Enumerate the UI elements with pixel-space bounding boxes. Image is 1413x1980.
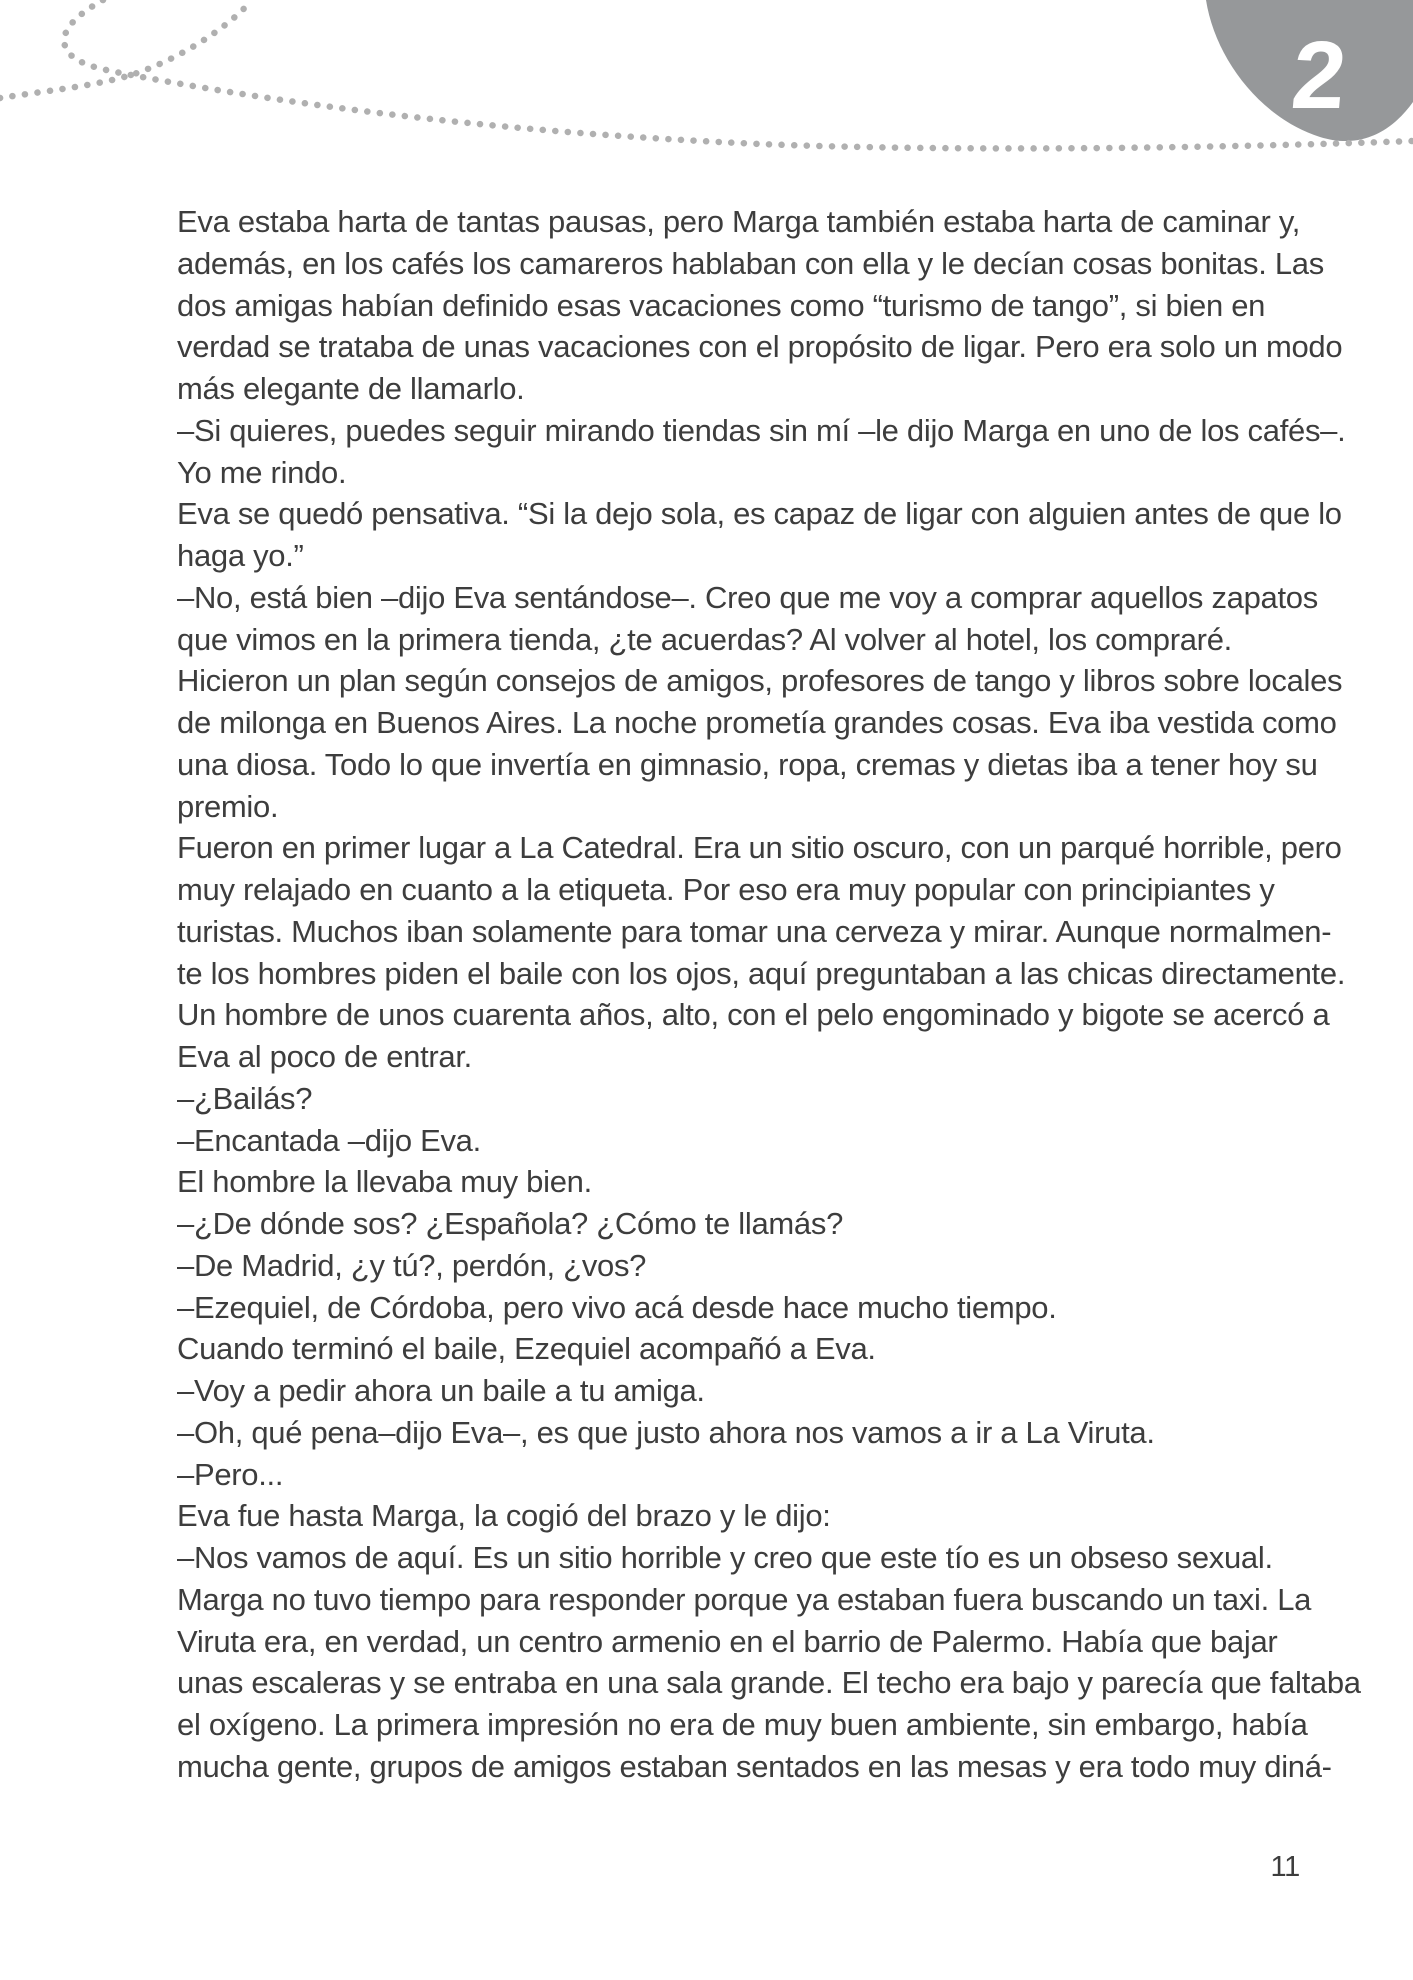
dotted-swirl-left-icon (0, 0, 252, 98)
text-line: –De Madrid, ¿y tú?, perdón, ¿vos? (177, 1247, 647, 1283)
text-line: Fueron en primer lugar a La Catedral. Era un sitio oscuro, con un parqué horrible, pero (177, 830, 1342, 866)
text-line: –Si quieres, puedes seguir mirando tiendas sin mí –le dijo Marga en uno de los cafés–. (177, 412, 1346, 448)
text-line: Cuando terminó el baile, Ezequiel acompañó a Eva. (177, 1331, 876, 1367)
text-line: muy relajado en cuanto a la etiqueta. Por eso era muy popular con principiantes y (177, 872, 1275, 907)
text-line: Un hombre de unos cuarenta años, alto, con el pelo engominado y bigote se acercó a (177, 997, 1330, 1033)
text-line: –Nos vamos de aquí. Es un sitio horrible y creo que este tío es un obseso sexual. (177, 1540, 1273, 1575)
text-line: verdad se trataba de unas vacaciones con el propósito de ligar. Pero era solo un modo (177, 329, 1343, 365)
page-number: 11 (1270, 1851, 1300, 1883)
text-line: Viruta era, en verdad, un centro armenio en el barrio de Palermo. Había que bajar (177, 1623, 1278, 1659)
text-line: de milonga en Buenos Aires. La noche prometía grandes cosas. Eva iba vestida como (177, 705, 1337, 740)
text-line: Marga no tuvo tiempo para responder porque ya estaban fuera buscando un taxi. La (177, 1581, 1312, 1617)
text-line: El hombre la llevaba muy bien. (177, 1164, 592, 1200)
text-line: –¿Bailás? (177, 1080, 313, 1116)
text-line: –¿De dónde sos? ¿Española? ¿Cómo te llamás? (177, 1206, 844, 1241)
text-line: dos amigas habían definido esas vacaciones como “turismo de tango”, si bien en (177, 287, 1266, 323)
text-line: más elegante de llamarlo. (177, 371, 525, 406)
text-line: una diosa. Todo lo que invertía en gimnasio, ropa, cremas y dietas iba a tener hoy su (177, 746, 1318, 782)
text-line: –No, está bien –dijo Eva sentándose–. Creo que me voy a comprar aquellos zapatos (177, 579, 1318, 615)
text-line: te los hombres piden el baile con los ojos, aquí preguntaban a las chicas directamente. (177, 955, 1346, 991)
text-line: turistas. Muchos iban solamente para tomar una cerveza y mirar. Aunque normalmen- (177, 913, 1332, 949)
chapter-number: 2 (1287, 22, 1349, 129)
text-line: además, en los cafés los camareros hablaban con ella y le decían cosas bonitas. Las (177, 245, 1324, 281)
text-line: mucha gente, grupos de amigos estaban sentados en las mesas y era todo muy diná- (177, 1748, 1332, 1784)
text-line: haga yo.” (177, 538, 304, 573)
text-line: Eva estaba harta de tantas pausas, pero Marga también estaba harta de caminar y, (177, 204, 1301, 239)
text-line: Yo me rindo. (177, 454, 347, 490)
text-line: –Voy a pedir ahora un baile a tu amiga. (177, 1373, 705, 1408)
text-line: Eva se quedó pensativa. “Si la dejo sola, es capaz de ligar con alguien antes de que lo (177, 496, 1342, 532)
text-line: –Pero... (177, 1456, 284, 1492)
text-line: el oxígeno. La primera impresión no era de muy buen ambiente, sin embargo, había (177, 1707, 1308, 1742)
text-line: Hicieron un plan según consejos de amigos, profesores de tango y libros sobre locales (177, 663, 1343, 699)
body-text (177, 201, 1361, 1788)
text-line: premio. (177, 788, 279, 824)
text-line: –Encantada –dijo Eva. (177, 1122, 481, 1158)
header-decoration (0, 0, 1413, 220)
text-line: Eva al poco de entrar. (177, 1039, 472, 1074)
text-line: unas escaleras y se entraba en una sala grande. El techo era bajo y parecía que faltaba (177, 1665, 1361, 1701)
text-line: que vimos en la primera tienda, ¿te acuerdas? Al volver al hotel, los compraré. (177, 621, 1232, 657)
dotted-swirl-tail-icon (64, 0, 1413, 148)
text-line: –Ezequiel, de Córdoba, pero vivo acá desde hace mucho tiempo. (177, 1289, 1057, 1325)
text-line: Eva fue hasta Marga, la cogió del brazo y le dijo: (177, 1498, 831, 1534)
text-line: –Oh, qué pena–dijo Eva–, es que justo ahora nos vamos a ir a La Viruta. (177, 1414, 1155, 1450)
